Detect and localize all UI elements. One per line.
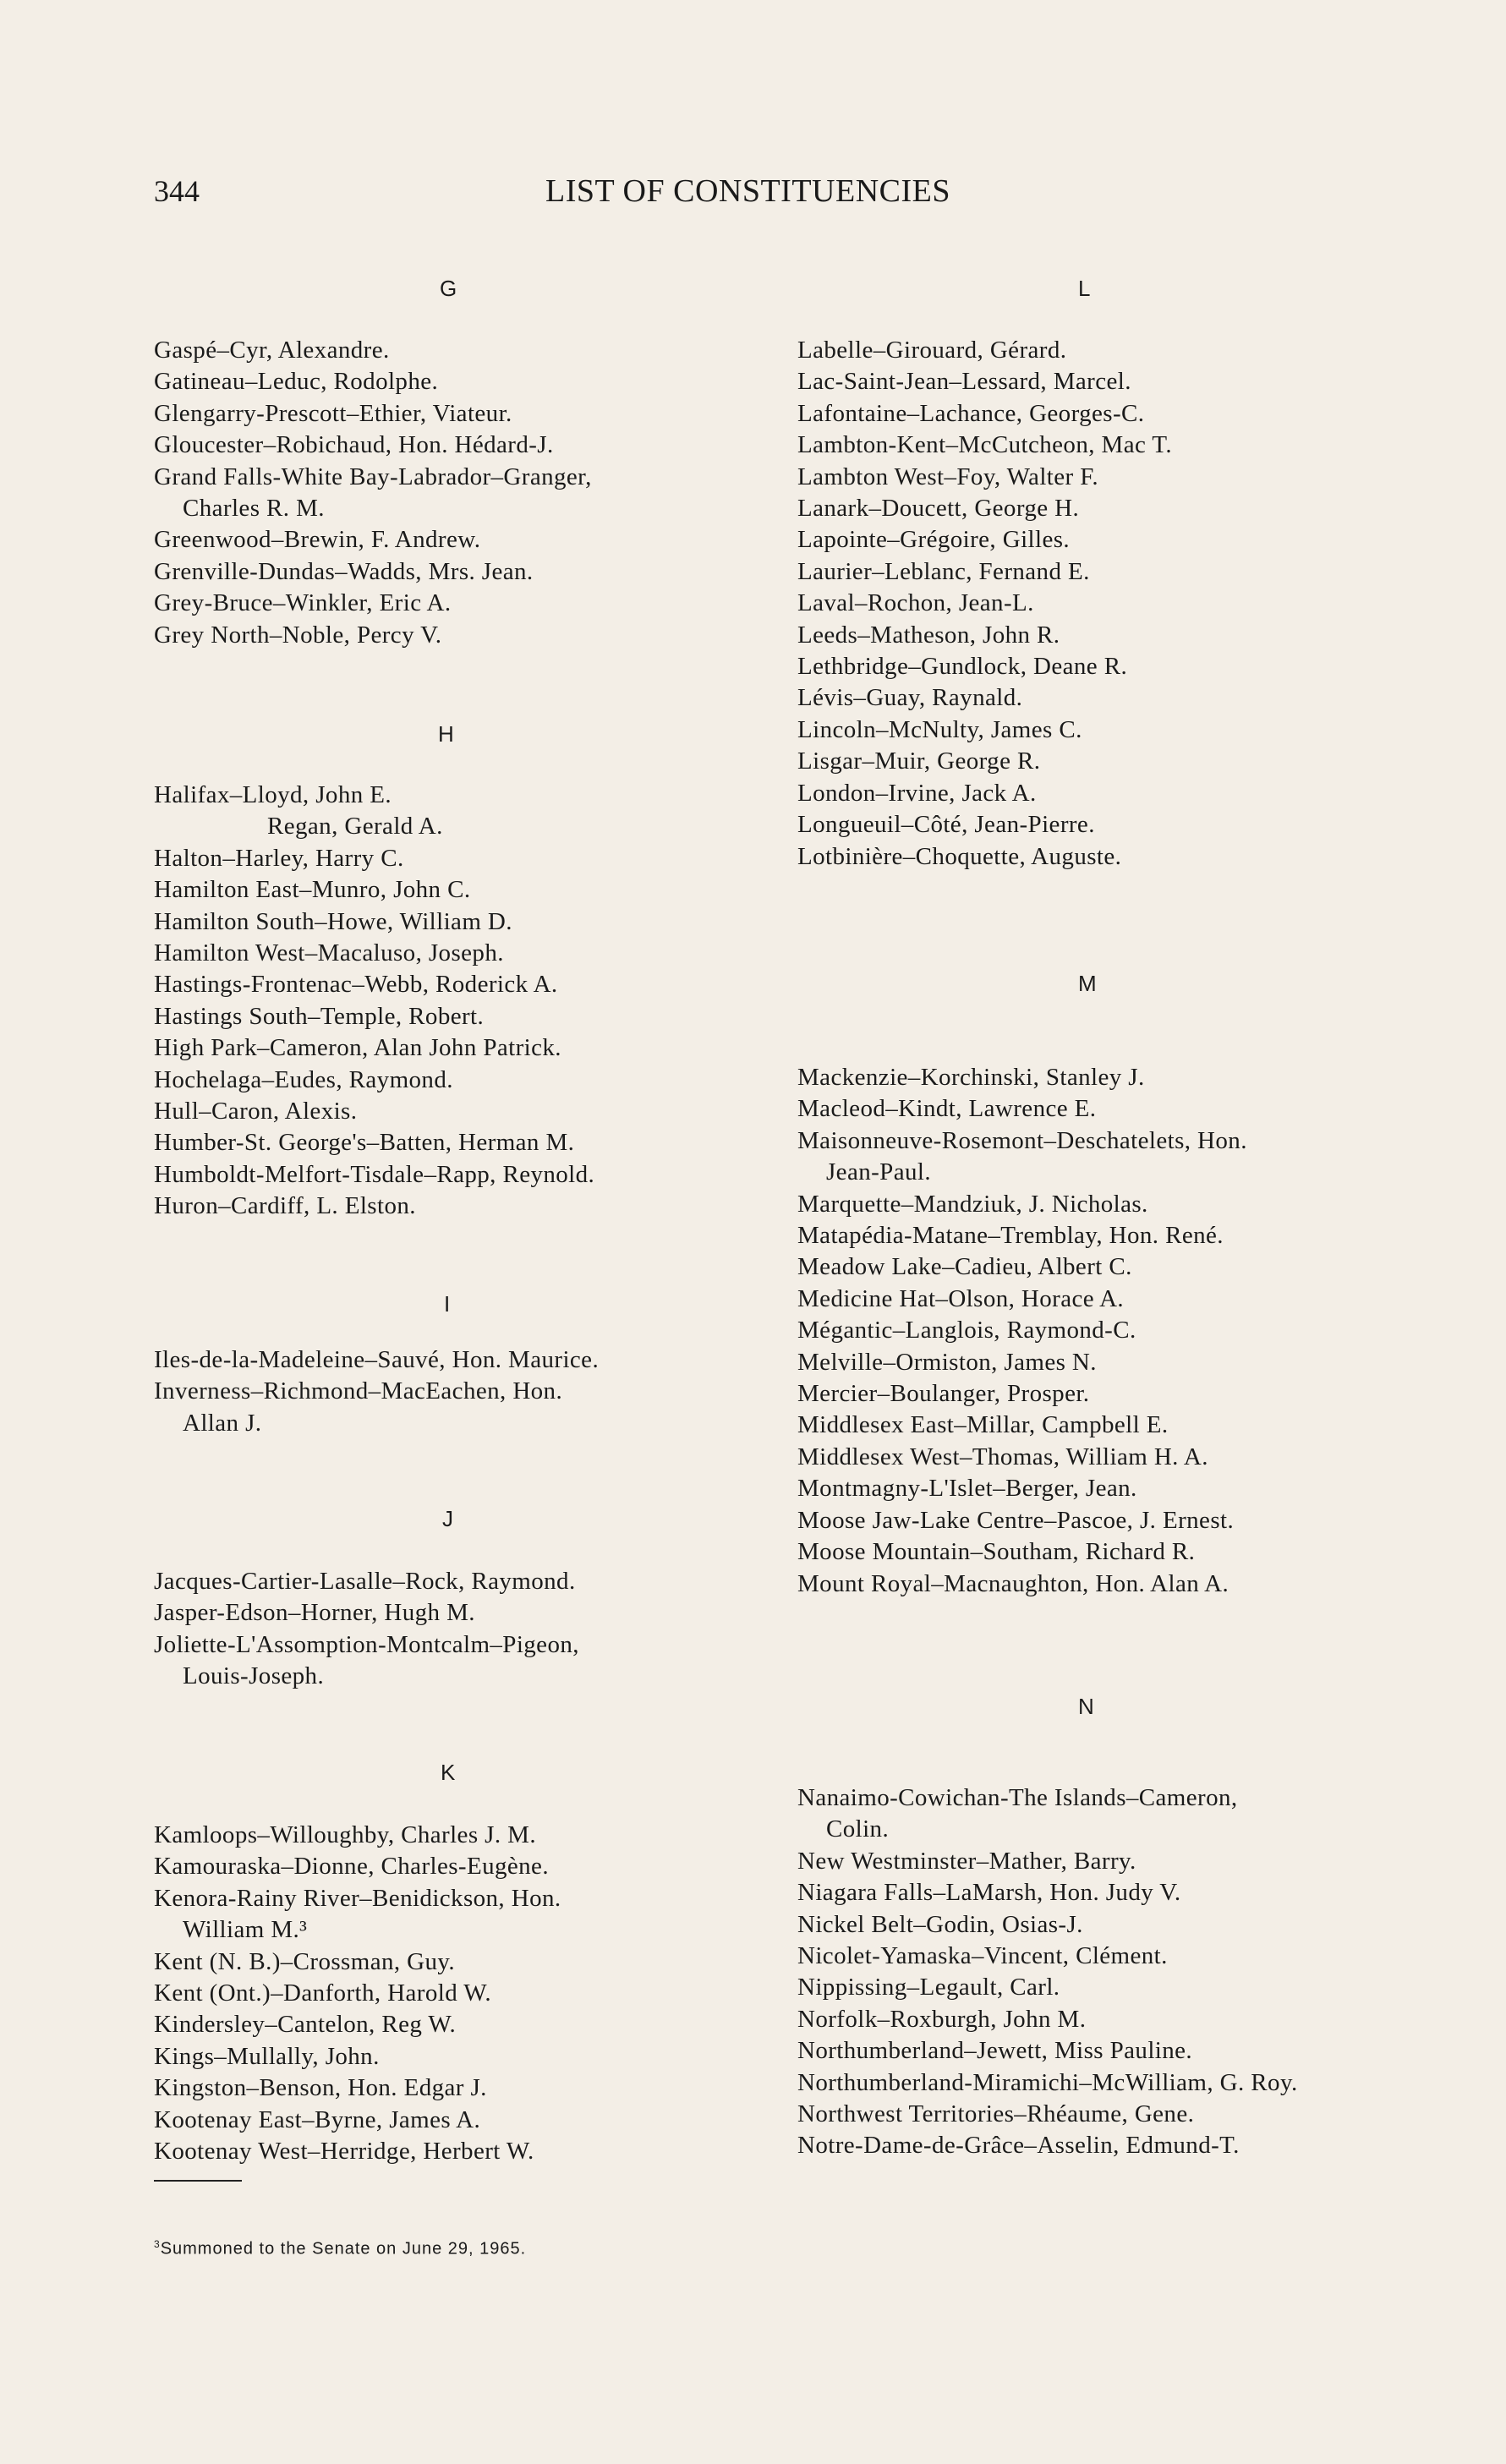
entry-text: London–Irvine, Jack A.	[797, 779, 1037, 807]
entry-text: Nippissing–Legault, Carl.	[797, 1974, 1060, 2001]
constituency-entry	[154, 1032, 695, 1064]
constituency-entry	[797, 715, 1372, 746]
constituency-entry	[154, 811, 695, 842]
constituency-entry	[797, 2099, 1372, 2130]
constituency-entry	[797, 651, 1372, 682]
entry-text: Mercier–Boulanger, Prosper.	[797, 1380, 1090, 1408]
constituency-entry	[154, 2009, 695, 2040]
constituency-entry	[154, 1820, 695, 1851]
entry-text: Middlesex East–Millar, Campbell E.	[797, 1411, 1169, 1439]
entry-text: Longueuil–Côté, Jean-Pierre.	[797, 811, 1095, 839]
section-letter: G	[440, 276, 457, 301]
entry-text: Matapédia-Matane–Tremblay, Hon. René.	[797, 1222, 1224, 1250]
constituency-entry	[797, 1536, 1372, 1568]
constituency-entry	[154, 1629, 695, 1693]
constituency-entry	[154, 780, 695, 811]
constituency-entry	[154, 335, 695, 366]
constituency-entry	[797, 2004, 1372, 2035]
constituency-entry	[797, 841, 1372, 873]
constituency-entry	[154, 1191, 695, 1222]
entry-text: Kootenay East–Byrne, James A.	[154, 2105, 481, 2133]
page-number: 344	[154, 174, 200, 208]
section-entries-i	[154, 1344, 695, 1439]
entry-text: Inverness–Richmond–MacEachen, Hon.	[154, 1377, 563, 1405]
constituency-entry	[154, 938, 695, 969]
constituency-entry	[797, 588, 1372, 619]
entry-text: Labelle–Girouard, Gérard.	[797, 337, 1067, 364]
footnote-rule	[154, 2180, 242, 2182]
constituency-entry	[797, 366, 1372, 397]
constituency-entry	[154, 1344, 695, 1376]
constituency-entry	[797, 1315, 1372, 1346]
constituency-entry	[797, 1846, 1372, 1877]
entry-text: Montmagny-L'Islet–Berger, Jean.	[797, 1475, 1137, 1503]
entry-text: Marquette–Mandziuk, J. Nicholas.	[797, 1190, 1148, 1218]
entry-text: High Park–Cameron, Alan John Patrick.	[154, 1034, 561, 1062]
section-letter: M	[1078, 971, 1097, 996]
constituency-entry	[154, 1065, 695, 1096]
constituency-entry	[797, 1251, 1372, 1283]
entry-text: Maisonneuve-Rosemont–Deschatelets, Hon.	[797, 1126, 1247, 1154]
constituency-entry	[797, 2035, 1372, 2067]
page-title: LIST OF CONSTITUENCIES	[545, 173, 950, 209]
entry-text: Grey-Bruce–Winkler, Eric A.	[154, 589, 452, 617]
entry-text: Lanark–Doucett, George H.	[797, 495, 1080, 523]
constituency-entry	[154, 1597, 695, 1629]
constituency-entry	[154, 1159, 695, 1191]
constituency-entry	[797, 1378, 1372, 1410]
entry-text: Hochelaga–Eudes, Raymond.	[154, 1065, 453, 1093]
entry-text: Lotbinière–Choquette, Auguste.	[797, 842, 1122, 870]
entry-text: Hamilton West–Macaluso, Joseph.	[154, 939, 504, 967]
entry-text: Kamloops–Willoughby, Charles J. M.	[154, 1821, 536, 1848]
constituency-entry	[797, 1125, 1372, 1189]
entry-text: New Westminster–Mather, Barry.	[797, 1847, 1136, 1875]
constituency-entry	[797, 430, 1372, 461]
constituency-entry	[797, 1284, 1372, 1315]
entry-text: Niagara Falls–LaMarsh, Hon. Judy V.	[797, 1879, 1181, 1907]
entry-text: Hastings South–Temple, Robert.	[154, 1002, 485, 1030]
entry-text: Kenora-Rainy River–Benidickson, Hon.	[154, 1884, 561, 1912]
section-letter: N	[1078, 1694, 1094, 1719]
constituency-entry	[797, 1877, 1372, 1908]
section-letter: L	[1078, 276, 1091, 301]
constituency-entry	[797, 1062, 1372, 1093]
entry-text: Grand Falls-White Bay-Labrador–Granger,	[154, 463, 592, 490]
entry-text: Gatineau–Leduc, Rodolphe.	[154, 368, 439, 396]
entry-text: Grenville-Dundas–Wadds, Mrs. Jean.	[154, 557, 534, 585]
entry-text: Lethbridge–Gundlock, Deane R.	[797, 653, 1128, 681]
entry-text: Hull–Caron, Alexis.	[154, 1098, 358, 1125]
constituency-entry	[797, 398, 1372, 430]
constituency-entry	[797, 1972, 1372, 2003]
entry-text: Joliette-L'Assomption-Montcalm–Pigeon,	[154, 1630, 579, 1658]
section-letter: H	[438, 721, 454, 747]
constituency-entry	[154, 1566, 695, 1597]
constituency-entry	[797, 1442, 1372, 1473]
entry-text: Grey North–Noble, Percy V.	[154, 621, 442, 649]
entry-text: Moose Jaw-Lake Centre–Pascoe, J. Ernest.	[797, 1506, 1235, 1534]
entry-text: Norfolk–Roxburgh, John M.	[797, 2005, 1087, 2033]
entry-text: Laval–Rochon, Jean-L.	[797, 589, 1034, 617]
entry-text: Northumberland–Jewett, Miss Pauline.	[797, 2037, 1193, 2065]
entry-text: Northumberland-Miramichi–McWilliam, G. Roy.	[797, 2068, 1298, 2096]
section-letter: I	[444, 1291, 451, 1317]
entry-text: Medicine Hat–Olson, Horace A.	[797, 1284, 1125, 1312]
entry-text: Lambton-Kent–McCutcheon, Mac T.	[797, 431, 1172, 459]
constituency-entry	[797, 1189, 1372, 1220]
constituency-entry	[154, 588, 695, 619]
constituency-entry	[797, 620, 1372, 651]
entry-text: Lac-Saint-Jean–Lessard, Marcel.	[797, 368, 1131, 396]
constituency-entry	[154, 1096, 695, 1127]
footnote	[154, 2232, 526, 2261]
constituency-entry	[797, 2067, 1372, 2099]
entry-text: Iles-de-la-Madeleine–Sauvé, Hon. Maurice.	[154, 1346, 600, 1373]
entry-continuation: Charles R. M.	[183, 495, 325, 523]
entry-text: Gloucester–Robichaud, Hon. Hédard-J.	[154, 431, 554, 459]
constituency-entry	[154, 906, 695, 938]
constituency-entry	[154, 1947, 695, 1978]
entry-text: Regan, Gerald A.	[267, 813, 443, 840]
entry-text: Hamilton East–Munro, John C.	[154, 876, 471, 904]
constituency-entry	[154, 620, 695, 651]
entry-text: Jasper-Edson–Horner, Hugh M.	[154, 1599, 475, 1627]
constituency-entry	[154, 2136, 695, 2167]
entry-text: Nicolet-Yamaska–Vincent, Clément.	[797, 1942, 1168, 1970]
constituency-entry	[154, 2072, 695, 2104]
entry-text: Kings–Mullally, John.	[154, 2042, 380, 2070]
constituency-entry	[797, 462, 1372, 493]
constituency-entry	[797, 1505, 1372, 1536]
entry-text: Macleod–Kindt, Lawrence E.	[797, 1095, 1097, 1123]
entry-text: Humber-St. George's–Batten, Herman M.	[154, 1129, 575, 1157]
constituency-entry	[154, 1851, 695, 1882]
constituency-entry	[154, 398, 695, 430]
constituency-entry	[154, 2105, 695, 2136]
constituency-entry	[154, 524, 695, 556]
entry-text: Humboldt-Melfort-Tisdale–Rapp, Reynold.	[154, 1160, 595, 1188]
section-entries-j	[154, 1566, 695, 1693]
entry-continuation: Jean-Paul.	[826, 1158, 931, 1186]
constituency-entry	[154, 1127, 695, 1158]
footnote-text: Summoned to the Senate on June 29, 1965.	[160, 2239, 527, 2259]
entry-text: Greenwood–Brewin, F. Andrew.	[154, 526, 481, 554]
section-entries-k	[154, 1820, 695, 2167]
entry-text: Laurier–Leblanc, Fernand E.	[797, 557, 1090, 585]
entry-text: Glengarry-Prescott–Ethier, Viateur.	[154, 399, 512, 427]
constituency-entry	[797, 1093, 1372, 1125]
entry-continuation: Colin.	[826, 1815, 890, 1843]
entry-text: Lafontaine–Lachance, Georges-C.	[797, 399, 1145, 427]
entry-text: Hamilton South–Howe, William D.	[154, 907, 512, 935]
entry-text: Leeds–Matheson, John R.	[797, 621, 1060, 649]
constituency-entry	[154, 969, 695, 1000]
constituency-entry	[154, 462, 695, 525]
constituency-entry	[797, 1410, 1372, 1441]
constituency-entry	[154, 1978, 695, 2009]
constituency-entry	[154, 430, 695, 461]
constituency-entry	[797, 1909, 1372, 1941]
constituency-entry	[797, 493, 1372, 524]
constituency-entry	[154, 1376, 695, 1439]
entry-text: Nanaimo-Cowichan-The Islands–Cameron,	[797, 1784, 1238, 1811]
entry-text: Mégantic–Langlois, Raymond-C.	[797, 1317, 1136, 1344]
constituency-entry	[797, 2130, 1372, 2161]
constituency-entry	[154, 1001, 695, 1032]
constituency-entry	[797, 809, 1372, 840]
entry-text: Gaspé–Cyr, Alexandre.	[154, 337, 390, 364]
entry-text: Middlesex West–Thomas, William H. A.	[797, 1443, 1208, 1470]
entry-text: Jacques-Cartier-Lasalle–Rock, Raymond.	[154, 1568, 576, 1595]
constituency-entry	[797, 682, 1372, 714]
section-entries-g	[154, 335, 695, 651]
constituency-entry	[797, 556, 1372, 588]
entry-text: Lincoln–McNulty, James C.	[797, 715, 1082, 743]
entry-text: Huron–Cardiff, L. Elston.	[154, 1192, 416, 1220]
constituency-entry	[797, 524, 1372, 556]
entry-text: Lambton West–Foy, Walter F.	[797, 463, 1099, 490]
constituency-entry	[797, 335, 1372, 366]
constituency-entry	[797, 1220, 1372, 1251]
constituency-entry	[797, 1473, 1372, 1504]
constituency-entry	[154, 366, 695, 397]
entry-text: Lapointe–Grégoire, Gilles.	[797, 526, 1071, 554]
footnote-marker: 3	[154, 2238, 161, 2250]
entry-text: Hastings-Frontenac–Webb, Roderick A.	[154, 971, 558, 999]
constituency-entry	[154, 843, 695, 874]
entry-continuation: Allan J.	[183, 1409, 262, 1437]
entry-text: Kent (Ont.)–Danforth, Harold W.	[154, 1979, 491, 2007]
constituency-entry	[797, 1347, 1372, 1378]
section-entries-n	[797, 1782, 1372, 2162]
entry-text: Kindersley–Cantelon, Reg W.	[154, 2011, 457, 2039]
section-letter: J	[442, 1506, 453, 1531]
constituency-entry	[154, 1883, 695, 1947]
constituency-entry	[797, 778, 1372, 809]
entry-text: Northwest Territories–Rhéaume, Gene.	[797, 2100, 1195, 2128]
constituency-entry	[797, 1782, 1372, 1846]
entry-text: Kent (N. B.)–Crossman, Guy.	[154, 1947, 456, 1975]
entry-text: Kamouraska–Dionne, Charles-Eugène.	[154, 1853, 549, 1881]
entry-text: Kingston–Benson, Hon. Edgar J.	[154, 2074, 487, 2102]
entry-text: Lisgar–Muir, George R.	[797, 747, 1041, 775]
entry-text: Halton–Harley, Harry C.	[154, 844, 404, 872]
entry-text: Notre-Dame-de-Grâce–Asselin, Edmund-T.	[797, 2132, 1240, 2160]
entry-text: Mount Royal–Macnaughton, Hon. Alan A.	[797, 1569, 1229, 1597]
entry-text: Meadow Lake–Cadieu, Albert C.	[797, 1253, 1132, 1281]
constituency-entry	[797, 746, 1372, 777]
constituency-entry	[154, 556, 695, 588]
entry-text: Lévis–Guay, Raynald.	[797, 684, 1023, 712]
entry-text: Mackenzie–Korchinski, Stanley J.	[797, 1064, 1145, 1091]
constituency-entry	[154, 874, 695, 906]
section-entries-m	[797, 1062, 1372, 1600]
section-entries-l	[797, 335, 1372, 873]
entry-continuation: William M.³	[183, 1916, 308, 1944]
constituency-entry	[797, 1569, 1372, 1600]
section-entries-h	[154, 780, 695, 1223]
section-letter: K	[441, 1760, 456, 1785]
constituency-entry	[154, 2041, 695, 2072]
entry-text: Halifax–Lloyd, John E.	[154, 781, 392, 808]
entry-text: Nickel Belt–Godin, Osias-J.	[797, 1910, 1083, 1938]
entry-text: Melville–Ormiston, James N.	[797, 1348, 1097, 1376]
entry-text: Moose Mountain–Southam, Richard R.	[797, 1538, 1196, 1566]
entry-text: Kootenay West–Herridge, Herbert W.	[154, 2138, 534, 2166]
constituency-entry	[797, 1941, 1372, 1972]
entry-continuation: Louis-Joseph.	[183, 1662, 325, 1690]
